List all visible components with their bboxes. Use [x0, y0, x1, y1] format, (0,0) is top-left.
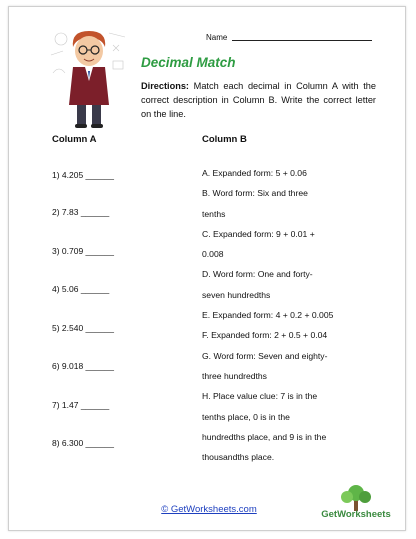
column-a-item[interactable]: 5) 2.540 ______ [52, 323, 114, 333]
column-b-line: 0.008 [202, 249, 224, 260]
logo-text: GetWorksheets [321, 509, 391, 520]
column-a-item[interactable]: 2) 7.83 ______ [52, 207, 110, 217]
column-b-list [202, 163, 374, 467]
name-field [206, 33, 372, 42]
column-b-line: tenths place, 0 is in the [202, 411, 290, 422]
column-b-line: three hundredths [202, 370, 267, 381]
name-label: Name [206, 33, 228, 42]
column-b-line: F. Expanded form: 2 + 0.5 + 0.04 [202, 330, 328, 341]
column-a-item[interactable]: 8) 6.300 ______ [52, 438, 114, 448]
footer-link[interactable]: © GetWorksheets.com [161, 504, 257, 515]
column-b-line: D. Word form: One and forty- [202, 269, 313, 280]
column-b-line: seven hundredths [202, 289, 271, 300]
column-b-line: G. Word form: Seven and eighty- [202, 350, 328, 361]
column-b-line: H. Place value clue: 7 is in the [202, 391, 318, 402]
column-b-heading: Column B [202, 134, 247, 145]
column-a-item[interactable]: 3) 0.709 ______ [52, 246, 114, 256]
name-line[interactable] [232, 40, 372, 41]
column-b-line: B. Word form: Six and three [202, 188, 308, 199]
column-a-item[interactable]: 1) 4.205 ______ [52, 170, 114, 180]
column-b-line: tenths [202, 208, 226, 219]
worksheet-title: Decimal Match [141, 55, 236, 70]
directions-label: Directions: [141, 81, 189, 91]
directions-text: Match each decimal in Column A with the correct description in Column B. Write the correct letter on the line. [141, 81, 376, 119]
teacher-illustration [49, 25, 131, 131]
column-a-heading: Column A [52, 134, 97, 145]
worksheet-page [8, 6, 406, 531]
directions [141, 79, 376, 121]
tree-logo [311, 483, 401, 525]
column-b-line: E. Expanded form: 4 + 0.2 + 0.005 [202, 310, 334, 321]
column-b-line: thousandths place. [202, 452, 275, 463]
column-b-line: hundredths place, and 9 is in the [202, 431, 327, 442]
column-a-item[interactable]: 7) 1.47 ______ [52, 400, 110, 410]
column-a-item[interactable]: 6) 9.018 ______ [52, 361, 114, 371]
column-b-line: C. Expanded form: 9 + 0.01 + [202, 228, 315, 239]
column-b-line: A. Expanded form: 5 + 0.06 [202, 168, 307, 178]
column-a-item[interactable]: 4) 5.06 ______ [52, 284, 110, 294]
